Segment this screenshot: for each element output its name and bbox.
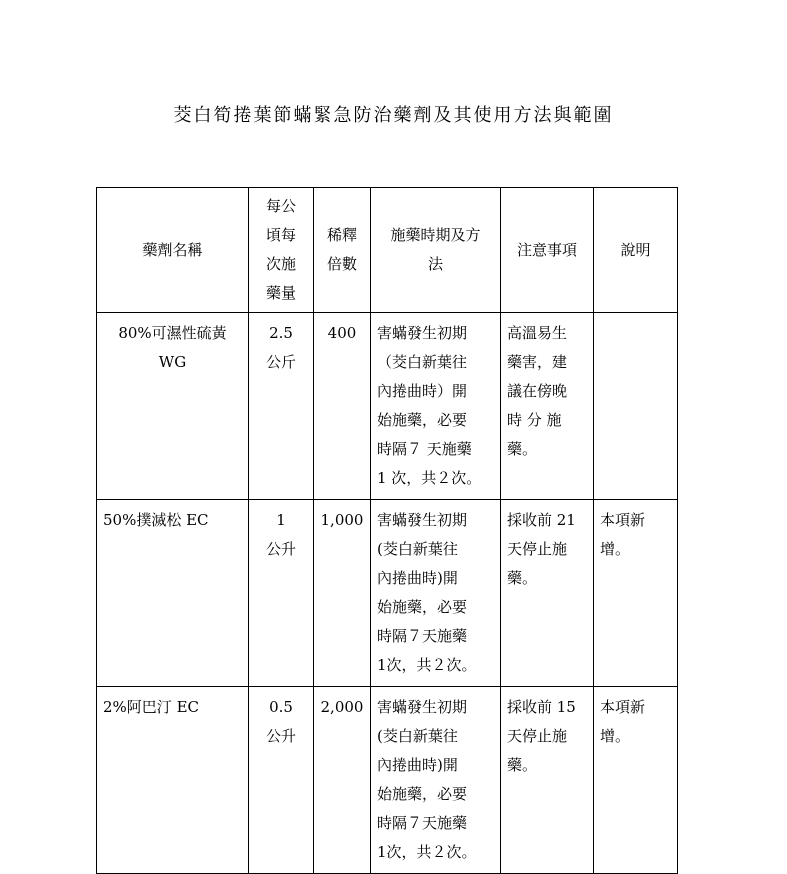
cell-notes: 高溫易生 藥害，建 議在傍晚 時 分 施 藥。 [501, 313, 594, 500]
header-method: 施藥時期及方 法 [371, 188, 501, 313]
table-header-row [97, 188, 678, 313]
cell-dilution: 1,000 [314, 500, 371, 687]
header-dilution: 稀釋 倍數 [314, 188, 371, 313]
cell-notes: 採收前 15 天停止施 藥。 [501, 687, 594, 874]
cell-dose: 2.5 公斤 [249, 313, 314, 500]
cell-name: 50%撲滅松 EC [97, 500, 249, 687]
cell-dilution: 2,000 [314, 687, 371, 874]
header-notes: 注意事項 [501, 188, 594, 313]
cell-remark [594, 313, 678, 500]
cell-dilution: 400 [314, 313, 371, 500]
header-remark: 說明 [594, 188, 678, 313]
cell-notes: 採收前 21 天停止施 藥。 [501, 500, 594, 687]
table-row [97, 687, 678, 874]
page-title: 茭白筍捲葉節蟎緊急防治藥劑及其使用方法與範圍 [173, 105, 614, 126]
cell-method: 害蟎發生初期 (茭白新葉往 內捲曲時)開 始施藥，必要 時隔７天施藥 1次，共２次。 [371, 687, 501, 874]
cell-name: 80%可濕性硫黃 WG [97, 313, 249, 500]
table-row [97, 313, 678, 500]
cell-method: 害蟎發生初期 (茭白新葉往 內捲曲時)開 始施藥，必要 時隔７天施藥 1次，共２次。 [371, 500, 501, 687]
pesticide-table [96, 187, 678, 874]
cell-dose: 1 公升 [249, 500, 314, 687]
cell-dose: 0.5 公升 [249, 687, 314, 874]
header-dose: 每公 頃每 次施 藥量 [249, 188, 314, 313]
cell-name: 2%阿巴汀 EC [97, 687, 249, 874]
cell-method: 害蟎發生初期 （茭白新葉往 內捲曲時）開 始施藥，必要 時隔７ 天施藥 1 次，共２次。 [371, 313, 501, 500]
cell-remark: 本項新 增。 [594, 687, 678, 874]
header-name: 藥劑名稱 [97, 188, 249, 313]
cell-remark: 本項新 增。 [594, 500, 678, 687]
table-row [97, 500, 678, 687]
